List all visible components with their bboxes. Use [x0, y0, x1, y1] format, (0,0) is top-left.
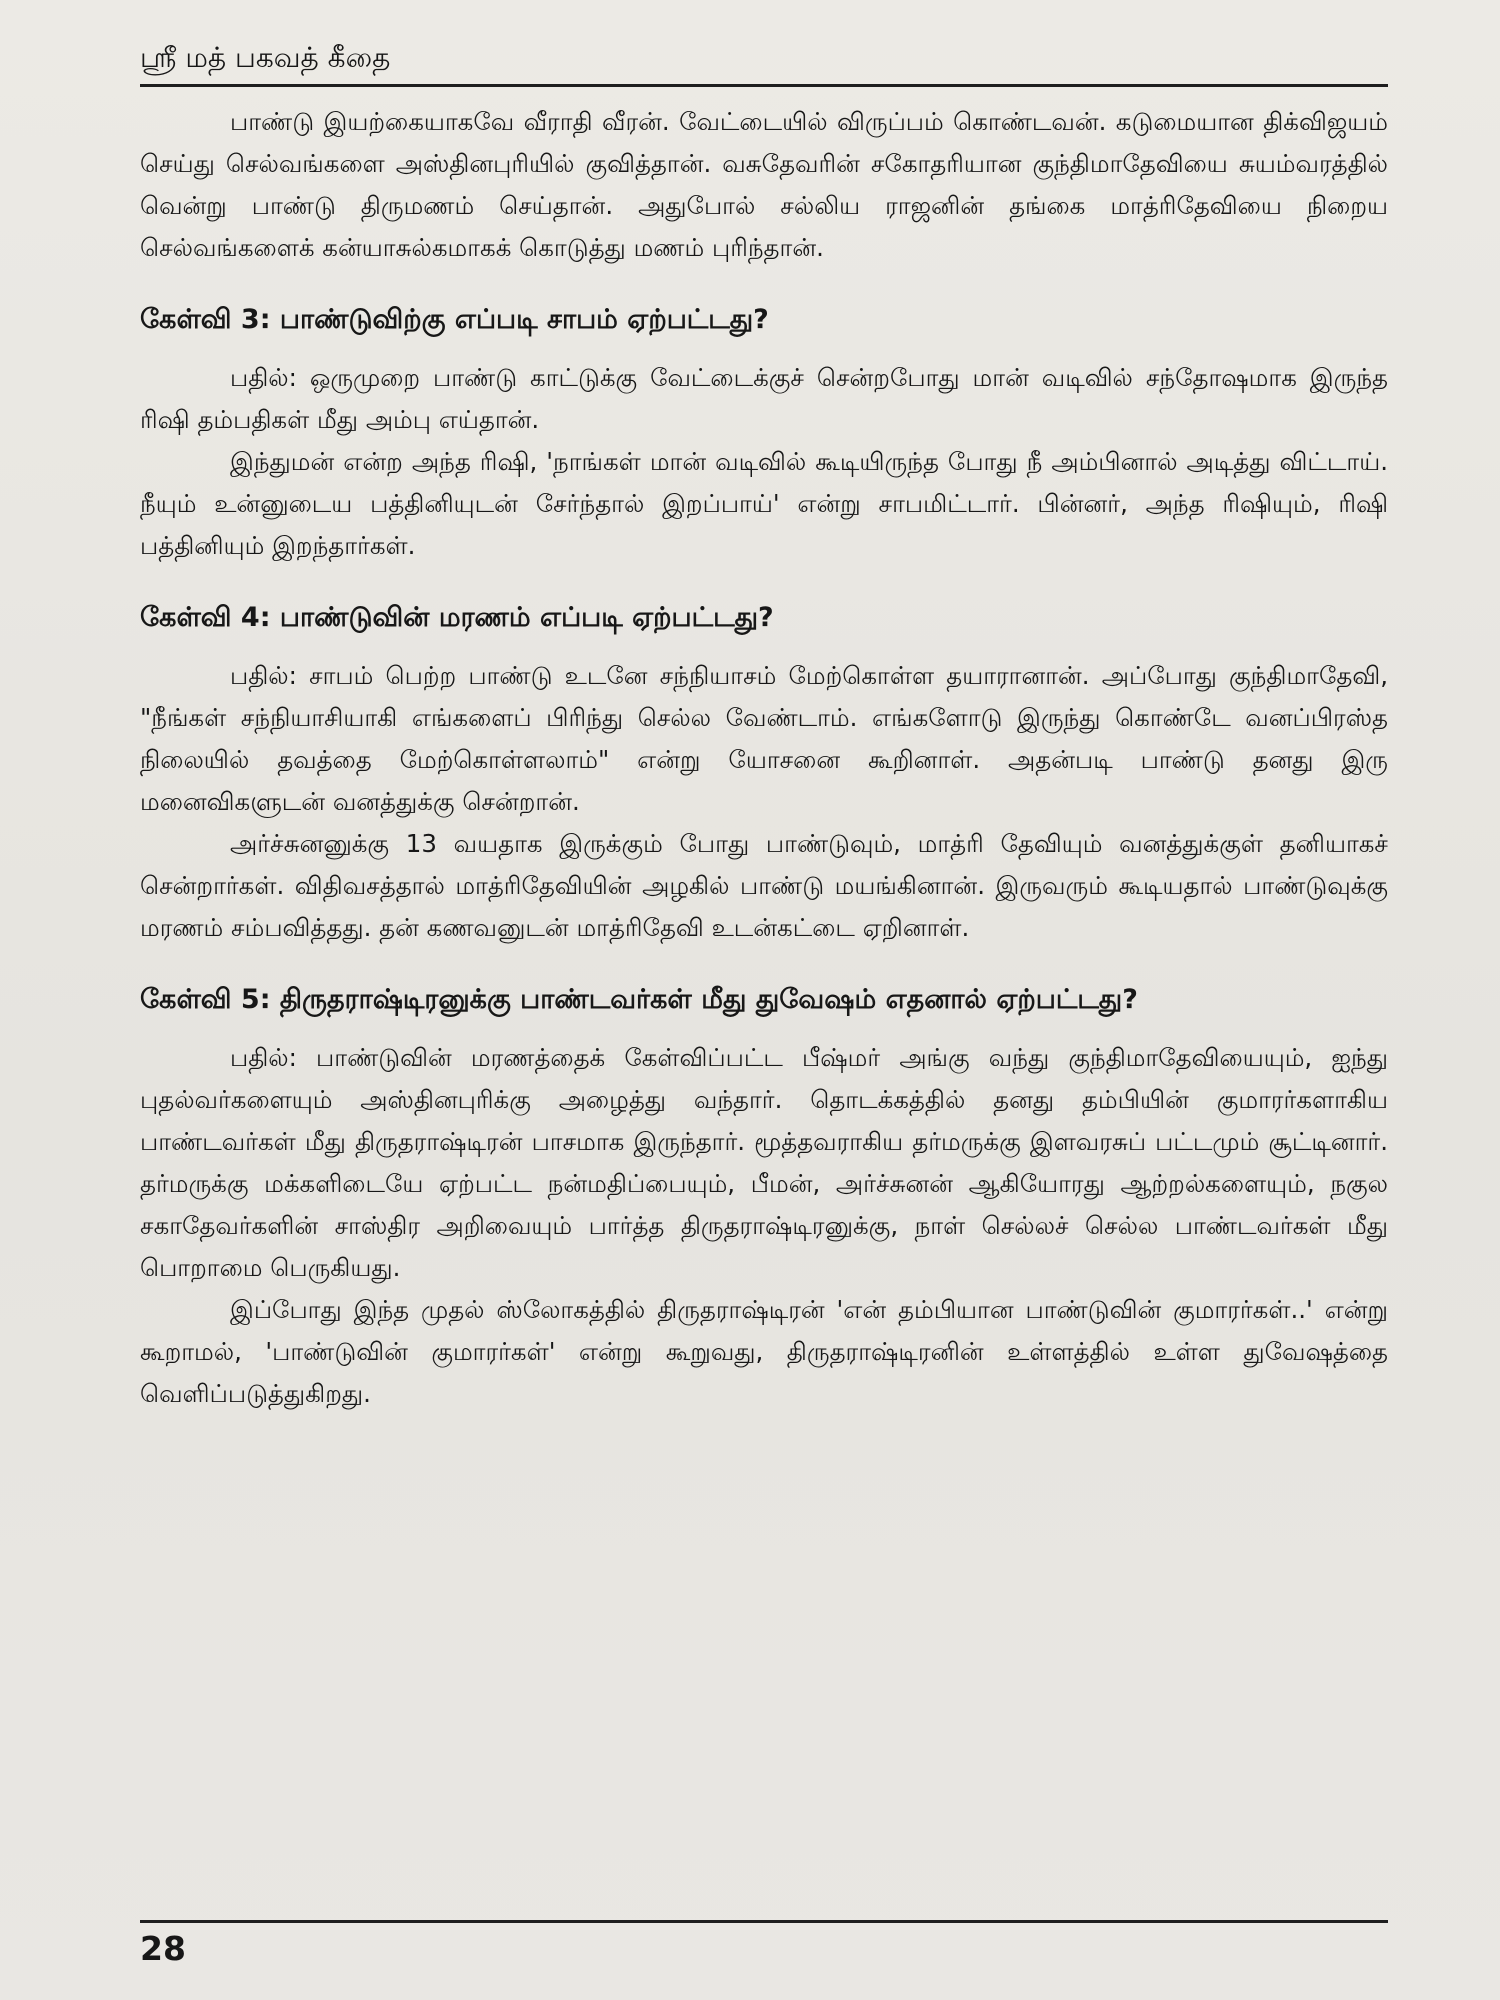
question-3-heading: கேள்வி 3: பாண்டுவிற்கு எப்படி சாபம் ஏற்பட்டது?	[140, 304, 769, 335]
page-content	[140, 101, 1388, 1415]
answer-5-paragraph-1: பதில்: பாண்டுவின் மரணத்தைக் கேள்விப்பட்ட பீஷ்மர் அங்கு வந்து குந்திமாதேவியையும், ஐந்து புதல்வர்களையும் அஸ்தினபுரிக்கு அழைத்து வந்தார். தொடக்கத்தில் தனது தம்பியின் குமாரர்களாகிய பாண்டவர்கள் மீது திருதராஷ்டிரன் பாசமாக இருந்தார். மூத்தவராகிய தர்மருக்கு இளவரசுப் பட்டமும் சூட்டினார். தர்மருக்கு மக்களிடையே ஏற்பட்ட நன்மதிப்பையும், பீமன், அர்ச்சுனன் ஆகியோரது ஆற்றல்களையும், நகுல சகாதேவர்களின் சாஸ்திர அறிவையும் பார்த்த திருதராஷ்டிரனுக்கு, நாள் செல்லச் செல்ல பாண்டவர்கள் மீது பொறாமை பெருகியது.	[140, 1043, 1388, 1282]
running-header: ஸ்ரீ மத் பகவத் கீதை	[140, 41, 391, 74]
page-footer	[140, 1920, 1388, 1971]
page-number: 28	[140, 1929, 186, 1968]
answer-3-paragraph-1: பதில்: ஒருமுறை பாண்டு காட்டுக்கு வேட்டைக்குச் சென்றபோது மான் வடிவில் சந்தோஷமாக இருந்த ரிஷி தம்பதிகள் மீது அம்பு எய்தான்.	[140, 363, 1388, 434]
header-rule	[140, 84, 1388, 87]
footer-rule	[140, 1920, 1388, 1923]
question-5-heading: கேள்வி 5: திருதராஷ்டிரனுக்கு பாண்டவர்கள் மீது துவேஷம் எதனால் ஏற்பட்டது?	[140, 984, 1138, 1015]
answer-4-paragraph-1: பதில்: சாபம் பெற்ற பாண்டு உடனே சந்நியாசம் மேற்கொள்ள தயாரானான். அப்போது குந்திமாதேவி, "நீங்கள் சந்நியாசியாகி எங்களைப் பிரிந்து செல்ல வேண்டாம். எங்களோடு இருந்து கொண்டே வனப்பிரஸ்த நிலையில் தவத்தை மேற்கொள்ளலாம்" என்று யோசனை கூறினாள். அதன்படி பாண்டு தனது இரு மனைவிகளுடன் வனத்துக்கு சென்றான்.	[140, 661, 1388, 816]
question-4-heading: கேள்வி 4: பாண்டுவின் மரணம் எப்படி ஏற்பட்டது?	[140, 602, 774, 633]
answer-4-paragraph-2: அர்ச்சுனனுக்கு 13 வயதாக இருக்கும் போது பாண்டுவும், மாத்ரி தேவியும் வனத்துக்குள் தனியாகச் சென்றார்கள். விதிவசத்தால் மாத்ரிதேவியின் அழகில் பாண்டு மயங்கினான். இருவரும் கூடியதால் பாண்டுவுக்கு மரணம் சம்பவித்தது. தன் கணவனுடன் மாத்ரிதேவி உடன்கட்டை ஏறினாள்.	[140, 829, 1388, 942]
answer-3-paragraph-2: இந்துமன் என்ற அந்த ரிஷி, 'நாங்கள் மான் வடிவில் கூடியிருந்த போது நீ அம்பினால் அடித்து விட்டாய். நீயும் உன்னுடைய பத்தினியுடன் சேர்ந்தால் இறப்பாய்' என்று சாபமிட்டார். பின்னர், அந்த ரிஷியும், ரிஷி பத்தினியும் இறந்தார்கள்.	[140, 447, 1388, 560]
paragraph-pandu-intro: பாண்டு இயற்கையாகவே வீராதி வீரன். வேட்டையில் விருப்பம் கொண்டவன். கடுமையான திக்விஜயம் செய்து செல்வங்களை அஸ்தினபுரியில் குவித்தான். வசுதேவரின் சகோதரியான குந்திமாதேவியை சுயம்வரத்தில் வென்று பாண்டு திருமணம் செய்தான். அதுபோல் சல்லிய ராஜனின் தங்கை மாத்ரிதேவியை நிறைய செல்வங்களைக் கன்யாசுல்கமாகக் கொடுத்து மணம் புரிந்தான்.	[140, 107, 1388, 262]
answer-5-paragraph-2: இப்போது இந்த முதல் ஸ்லோகத்தில் திருதராஷ்டிரன் 'என் தம்பியான பாண்டுவின் குமாரர்கள்..' என்று கூறாமல், 'பாண்டுவின் குமாரர்கள்' என்று கூறுவது, திருதராஷ்டிரனின் உள்ளத்தில் உள்ள துவேஷத்தை வெளிப்படுத்துகிறது.	[140, 1295, 1388, 1408]
